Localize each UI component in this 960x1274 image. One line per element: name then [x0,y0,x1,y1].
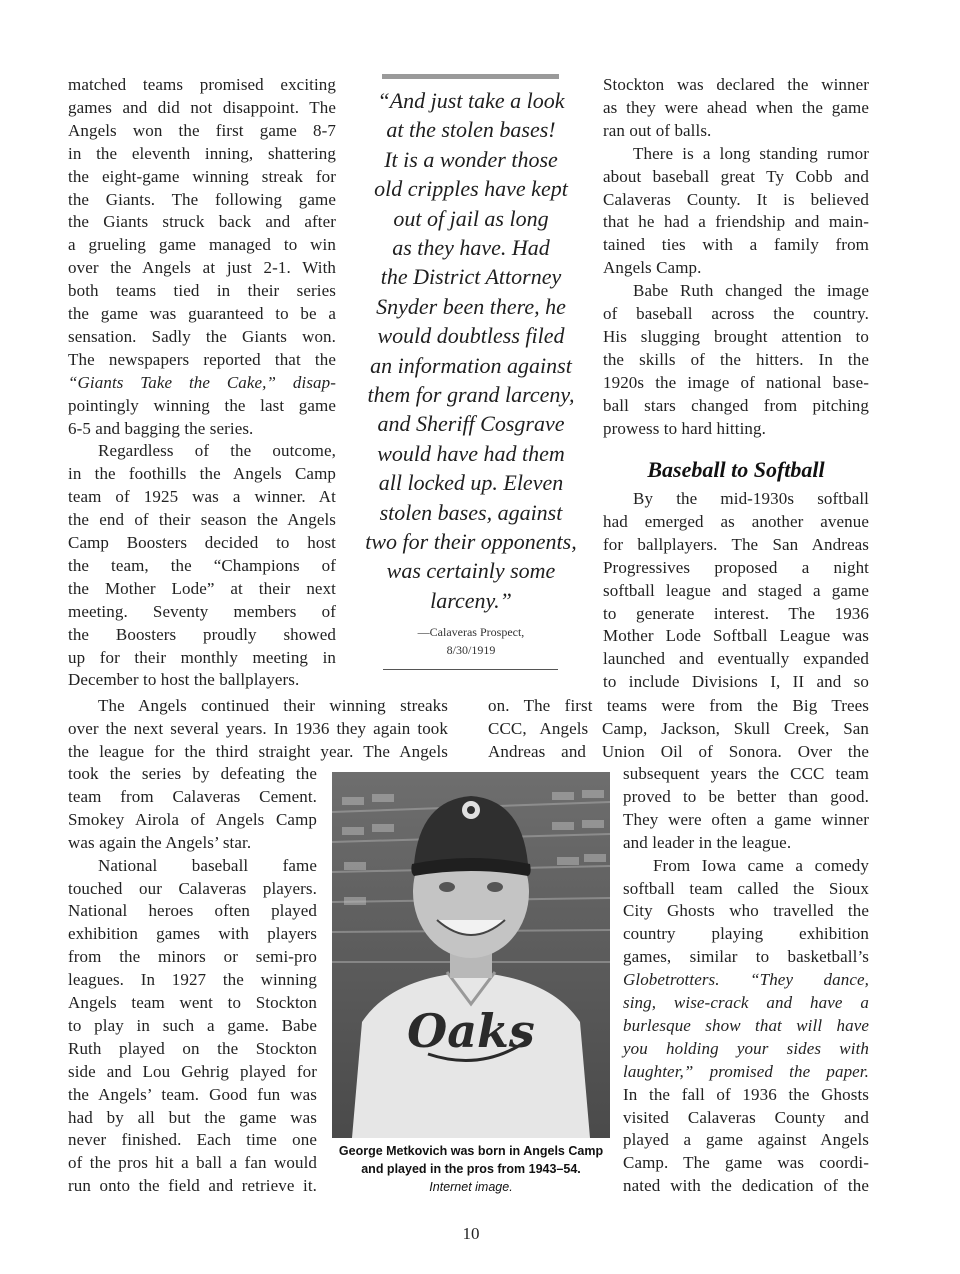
paragraph-line: team from Calaveras Cement. [68,786,317,806]
paragraph-line: exhibition games with players [68,924,317,944]
paragraph-line: that he had a friendship and main- [603,212,869,232]
paragraph-line: 6-5 and bagging the series. [68,418,254,438]
paragraph-line: from the minors or semi-pro [68,947,317,967]
paragraph-line: December to host the ballplayers. [68,670,300,690]
wide-row-right: CCC, Angels Camp, Jackson, Skull Creek, San [488,718,869,738]
paragraph-line: took the series by defeating the [68,764,317,783]
wide-row-right: on. The first teams were from the Big Trees [488,696,869,715]
paragraph-line: leagues. In 1927 the winning [68,970,317,990]
paragraph-line: By the mid-1930s softball [633,489,869,508]
paragraph-line: and leader in the league. [623,832,792,852]
pull-quote-line: two for their opponents, [365,529,577,554]
paragraph-line: National heroes often played [68,901,317,921]
paragraph-line: the Mother Lode” at their next [68,578,336,598]
paragraph-line: the end of their season the Angels [68,510,336,530]
paragraph-line: of the pros hit a ball a fan would [68,1153,317,1173]
paragraph-line: Mother Lode Softball League was [603,626,869,646]
paragraph-line: “Giants Take the Cake,” disap- [68,372,336,392]
pull-quote-line: at the stolen bases! [386,117,556,143]
player-photo [332,772,610,1138]
pull-quote-line: larceny.” [430,587,512,613]
paragraph-line: From Iowa came a comedy [653,855,869,875]
wide-row-right: Andreas and Union Oil of Sonora. Over the [488,741,869,761]
wide-row-left: over the next several years. In 1936 they again took [68,718,448,738]
paragraph-line: Angels Camp. [603,258,702,278]
paragraph-line: Stockton was declared the winner [603,75,869,94]
paragraph-line: touched our Calaveras players. [68,878,317,898]
page-number: 10 [462,1224,480,1243]
paragraph-line: National baseball fame [98,855,317,875]
paragraph-line: meeting. Seventy members of [68,601,336,621]
photo-caption-line-2: and played in the pros from 1943–54. [361,1162,581,1176]
paragraph-line: matched teams promised exciting [68,75,336,94]
pull-quote-line: was certainly some [386,558,556,584]
paragraph-line: laughter,” promised the paper. [623,1061,869,1081]
paragraph-line: Camp Boosters decided to host [68,533,336,552]
paragraph-line: about baseball great Ty Cobb and [603,166,869,186]
paragraph-line: you holding your sides with [623,1038,869,1058]
paragraph-line: up for their monthly meeting in [68,647,336,667]
paragraph-line: In the fall of 1936 the Ghosts [623,1084,869,1104]
player-photo-image [332,772,610,1138]
paragraph-line: Smokey Airola of Angels Camp [68,809,317,829]
paragraph-line: Angels team went to Stockton [68,993,317,1012]
paragraph-line: in the foothills the Angels Camp [68,464,336,484]
paragraph-line: Angels won the first game 8-7 [68,120,336,140]
paragraph-line: for ballplayers. The San Andreas [603,534,869,554]
paragraph-line: the Giants struck back and after [68,212,336,232]
pull-quote-line: Snyder been there, he [376,293,566,319]
paragraph-line: in the eleventh inning, shattering [68,143,336,163]
paragraph-line: a grueling game managed to win [68,235,336,255]
paragraph-line: to play in such a game. Babe [68,1015,317,1035]
paragraph-line: ball stars changed from pitching [603,395,869,415]
jersey-lettering: Oaks [407,1004,535,1058]
paragraph-line: prowess to hard hitting. [603,418,766,438]
paragraph-line: had by all but the game was [68,1107,317,1127]
paragraph-line: as they were ahead when the game [603,97,869,117]
paragraph-line: the Boosters proudly showed [68,624,336,644]
pull-quote-attribution: —Calaveras Prospect, [417,625,525,639]
paragraph-line: Globetrotters. “They dance, [623,970,869,990]
paragraph-line: softball league and staged a game [603,580,869,600]
paragraph-line: pointingly winning the last game [68,395,336,415]
pull-quote-line: them for grand larceny, [367,382,575,407]
paragraph-line: Camp. The game was coordi- [623,1153,869,1173]
paragraph-line: the team, the “Champions of [68,555,336,575]
pull-quote-line: the District Attorney [380,264,562,290]
paragraph-line: subsequent years the CCC team [623,764,869,783]
paragraph-line: His slugging brought attention to [603,326,869,346]
paragraph-line: softball team called the Sioux [623,878,869,898]
paragraph-line: to include Divisions I, II and so [603,672,869,692]
paragraph-line: Regardless of the outcome, [98,441,336,461]
pull-quote-line: It is a wonder those [384,146,558,172]
paragraph-line: burlesque show that will have [623,1015,869,1035]
paragraph-line: run onto the field and retrieve it. [68,1176,317,1196]
paragraph-line: played a game against Angels [623,1130,869,1150]
paragraph-line: country playing exhibition [623,924,869,944]
paragraph-line: City Ghosts who travelled the [623,901,869,921]
pull-quote-line: as they have. Had [392,235,550,260]
paragraph-line: Progressives proposed a night [603,557,869,577]
paragraph-line: Ruth played on the Stockton [68,1038,317,1058]
pull-quote-attribution: 8/30/1919 [446,643,496,657]
paragraph-line: ran out of balls. [603,120,712,140]
paragraph-line: Calaveras County. It is believed [603,189,869,209]
paragraph-line: launched and eventually expanded [603,649,869,669]
paragraph-line: tained ties with a family from [603,235,869,255]
paragraph-line: never finished. Each time one [68,1130,317,1150]
paragraph-line: 1920s the image of national base- [603,372,869,392]
paragraph-line: games, similar to basketball’s [623,947,869,967]
pull-quote-line: would doubtless filed [377,323,565,349]
paragraph-line: There is a long standing rumor [633,143,869,163]
paragraph-line: to generate interest. The 1936 [603,603,869,623]
paragraph-line: over the Angels at just 2-1. With [68,258,336,278]
paragraph-line: the skills of the hitters. In the [603,349,869,369]
paragraph-line: sensation. Sadly the Giants won. [68,326,336,346]
paragraph-line: was again the Angels’ star. [68,832,252,852]
paragraph-line: team of 1925 was a winner. At [68,487,336,507]
wide-row-left: the league for the third straight year. The Angels [68,741,448,761]
paragraph-line: had emerged as another avenue [603,511,869,531]
paragraph-line: proved to be better than good. [623,786,869,806]
paragraph-line: the game was guaranteed to be a [68,304,336,323]
pull-quote-line: out of jail as long [393,205,549,231]
pull-quote-top-bar [382,74,559,79]
paragraph-line: nated with the dedication of the [623,1176,869,1196]
pull-quote-line: an information against [370,352,572,378]
pull-quote-line: stolen bases, against [379,499,563,525]
paragraph-line: the eight-game winning streak for [68,166,336,186]
section-heading: Baseball to Softball [647,457,825,482]
pull-quote-line: all locked up. Eleven [378,470,564,496]
paragraph-line: the Angels’ team. Good fun was [68,1084,317,1104]
wide-row-left: The Angels continued their winning streaks [98,696,448,715]
paragraph-line: side and Lou Gehrig played for [68,1061,317,1081]
paragraph-line: of baseball across the country. [603,304,869,323]
paragraph-line: both teams tied in their series [68,281,336,301]
paragraph-line: The newspapers reported that the [68,349,336,369]
paragraph-line: games and did not disappoint. The [68,97,336,117]
paragraph-line: sing, wise-crack and have a [623,993,869,1012]
photo-credit: Internet image. [429,1180,513,1194]
pull-quote-line: would have had them [377,440,565,466]
pull-quote-line: and Sheriff Cosgrave [377,411,565,437]
paragraph-line: They were often a game winner [623,809,869,829]
paragraph-line: visited Calaveras County and [623,1107,869,1127]
pull-quote-line: “And just take a look [377,88,565,113]
pull-quote-bottom-rule [383,669,558,670]
paragraph-line: Babe Ruth changed the image [633,281,869,301]
photo-caption-line-1: George Metkovich was born in Angels Camp [338,1144,604,1158]
pull-quote-line: old cripples have kept [374,176,568,202]
paragraph-line: the Giants. The following game [68,189,336,209]
